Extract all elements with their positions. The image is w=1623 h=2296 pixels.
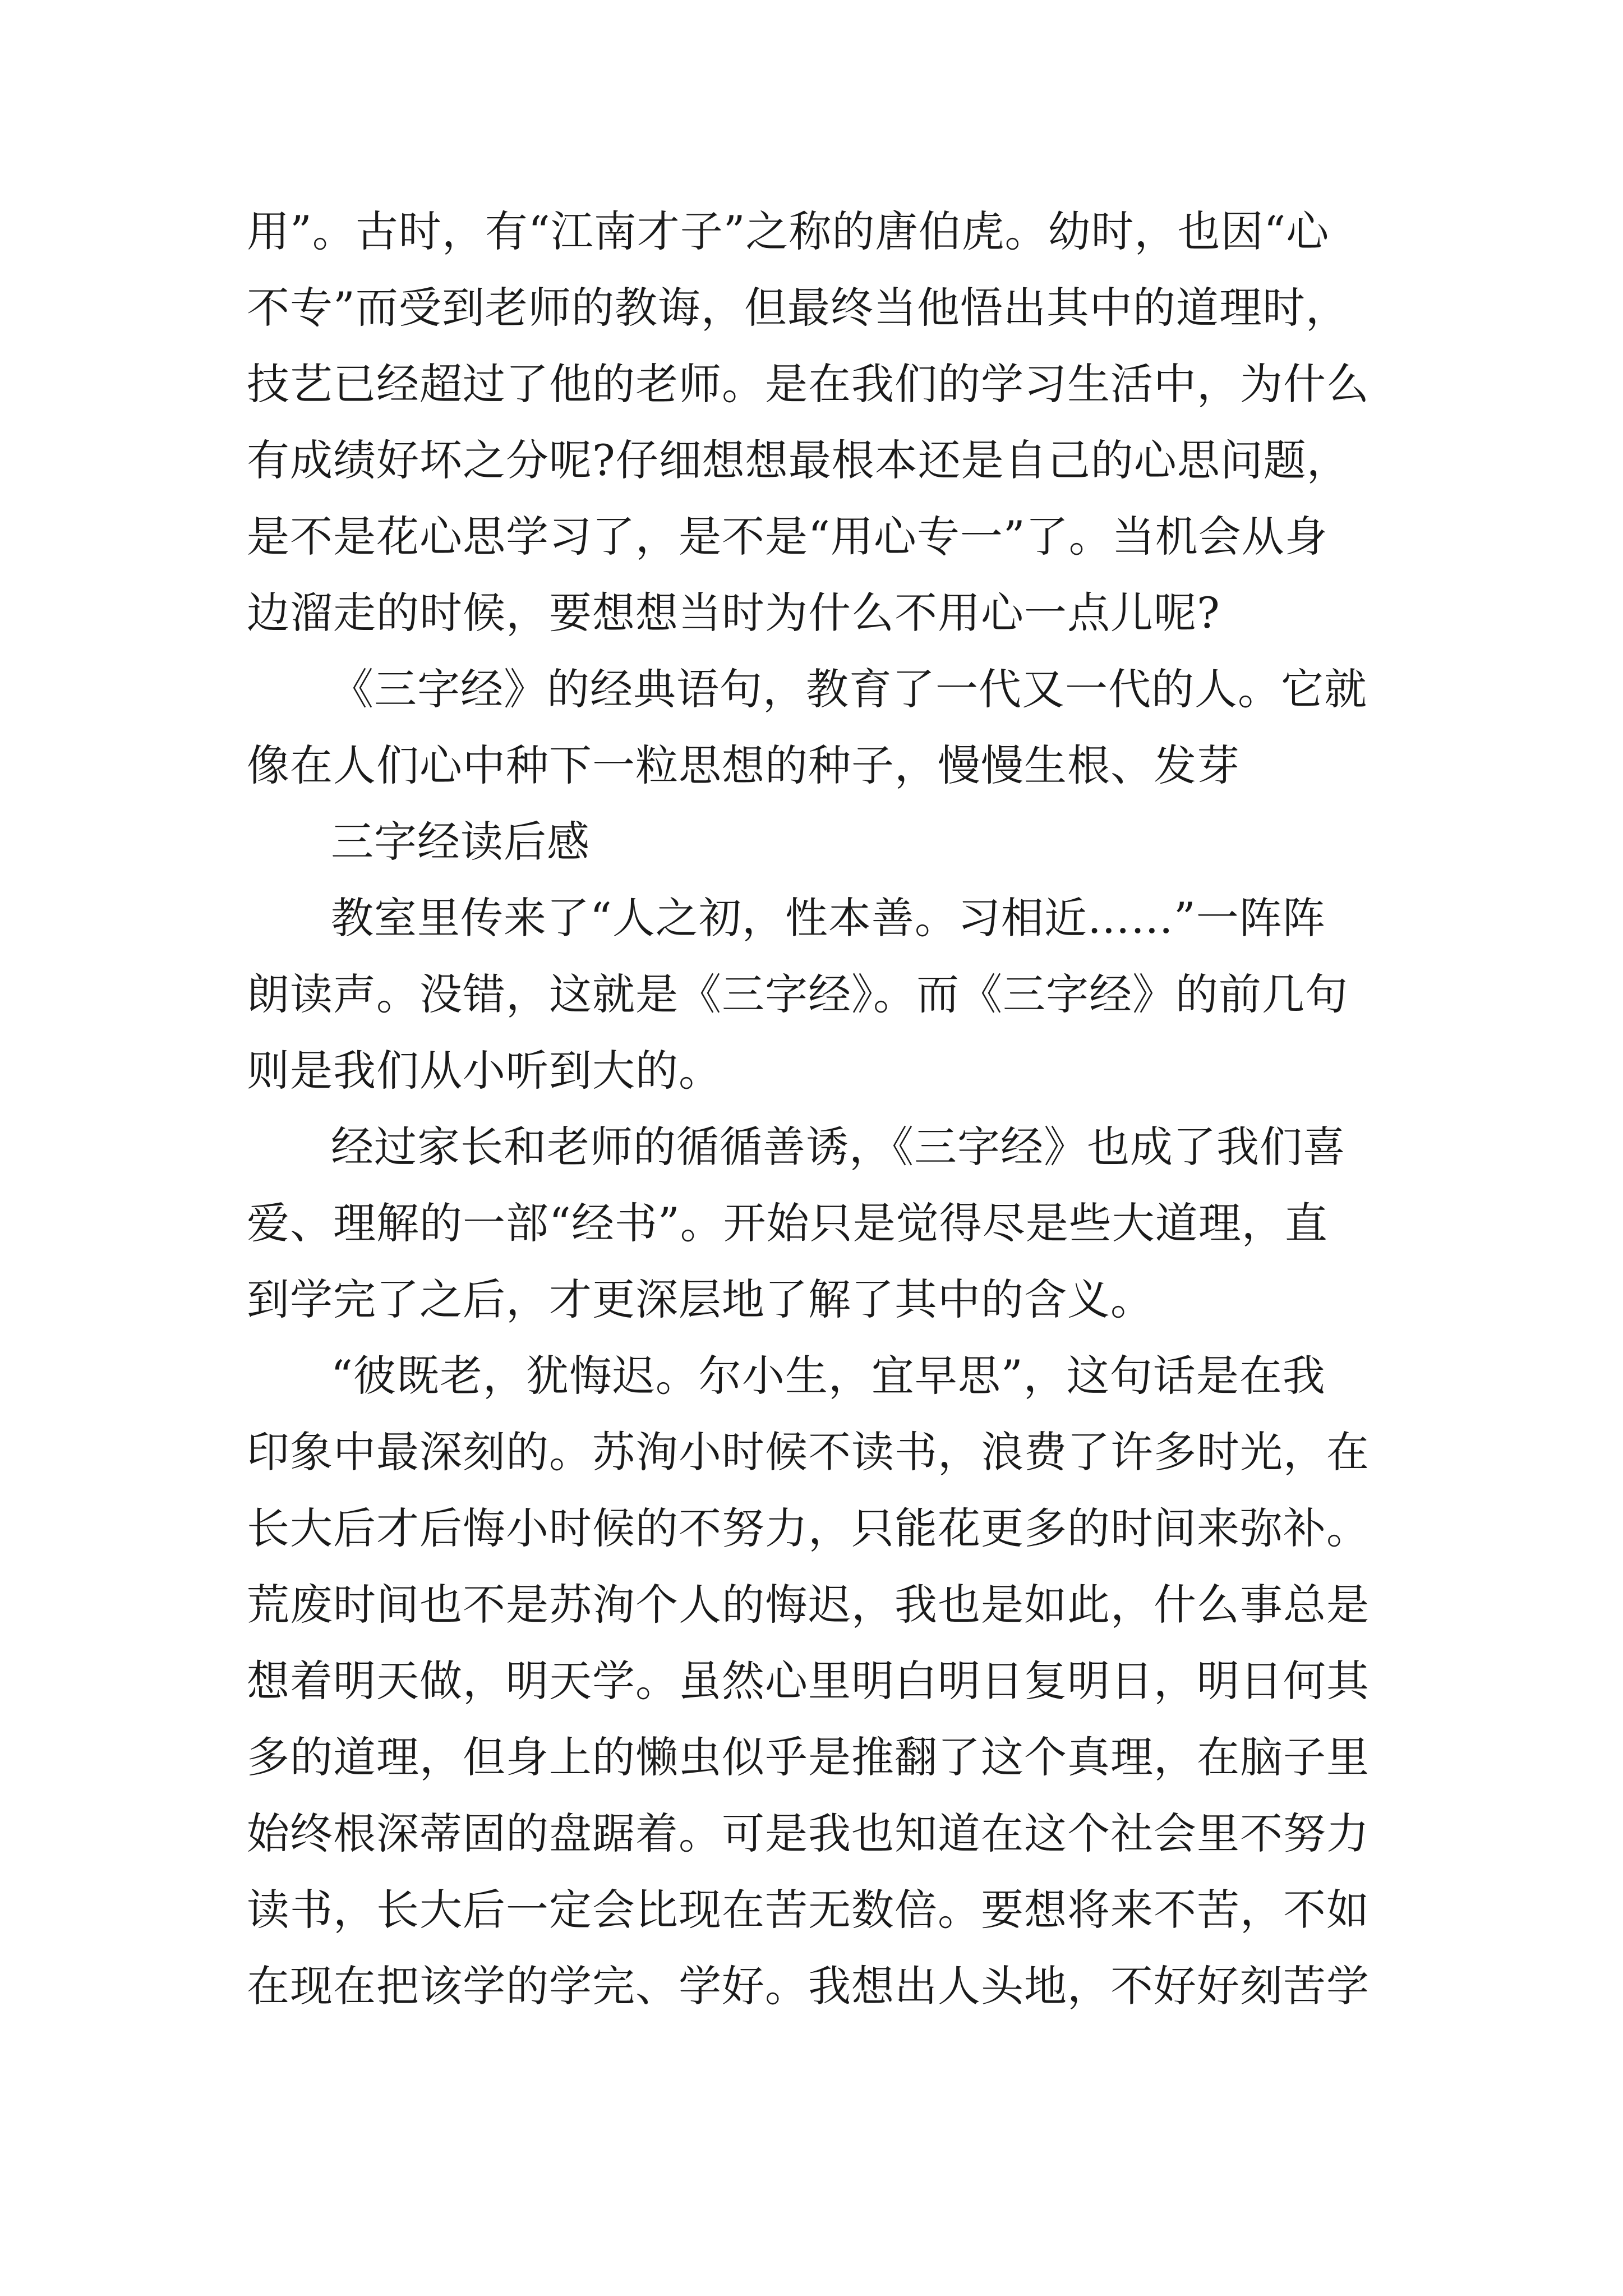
document-body — [247, 194, 1391, 2024]
text-line: 不专”而受到老师的教诲，但最终当他悟出其中的道理时， — [247, 283, 1349, 333]
paragraph-start-line: 经过家长和老师的循循善诱，《三字经》也成了我们喜 — [331, 1122, 1346, 1172]
text-line: 印象中最深刻的。苏洵小时候不读书，浪费了许多时光，在 — [247, 1427, 1370, 1477]
text-line: 是不是花心思学习了，是不是“用心专一”了。当机会从身 — [247, 512, 1328, 562]
text-line: 爱、理解的一部“经书”。开始只是觉得尽是些大道理，直 — [247, 1198, 1328, 1248]
paragraph-start-line: 《三字经》的经典语句，教育了一代又一代的人。它就 — [331, 664, 1367, 714]
text-line: 像在人们心中种下一粒思想的种子，慢慢生根、发芽 — [247, 740, 1240, 790]
text-line: 用”。古时，有“江南才子”之称的唐伯虎。幼时，也因“心 — [247, 206, 1330, 256]
text-line: 有成绩好坏之分呢?仔细想想最根本还是自己的心思问题， — [247, 435, 1350, 485]
text-line: 荒废时间也不是苏洵个人的悔迟，我也是如此，什么事总是 — [247, 1580, 1370, 1630]
text-line: 多的道理，但身上的懒虫似乎是推翻了这个真理，在脑子里 — [247, 1732, 1370, 1782]
section-title: 三字经读后感 — [331, 817, 590, 867]
text-line: 始终根深蒂固的盘踞着。可是我也知道在这个社会里不努力 — [247, 1809, 1370, 1858]
text-line: 朗读声。没错，这就是《三字经》。而《三字经》的前几句 — [247, 969, 1348, 1019]
text-line: 技艺已经超过了他的老师。是在我们的学习生活中，为什么 — [247, 359, 1370, 409]
text-line: 在现在把该学的学完、学好。我想出人头地，不好好刻苦学 — [247, 1961, 1370, 2011]
text-line: 想着明天做，明天学。虽然心里明白明日复明日，明日何其 — [247, 1656, 1370, 1706]
paragraph-start-line: 教室里传来了“人之初，性本善。习相近……”一阵阵 — [331, 893, 1326, 943]
text-line: 边溜走的时候，要想想当时为什么不用心一点儿呢? — [247, 588, 1220, 638]
paragraph-start-line: “彼既老，犹悔迟。尔小生，宜早思”，这句话是在我 — [331, 1351, 1326, 1401]
text-line: 到学完了之后，才更深层地了解了其中的含义。 — [247, 1274, 1154, 1324]
text-line: 则是我们从小听到大的。 — [247, 1046, 722, 1096]
text-line: 长大后才后悔小时候的不努力，只能花更多的时间来弥补。 — [247, 1503, 1370, 1553]
text-line: 读书，长大后一定会比现在苦无数倍。要想将来不苦，不如 — [247, 1885, 1370, 1935]
